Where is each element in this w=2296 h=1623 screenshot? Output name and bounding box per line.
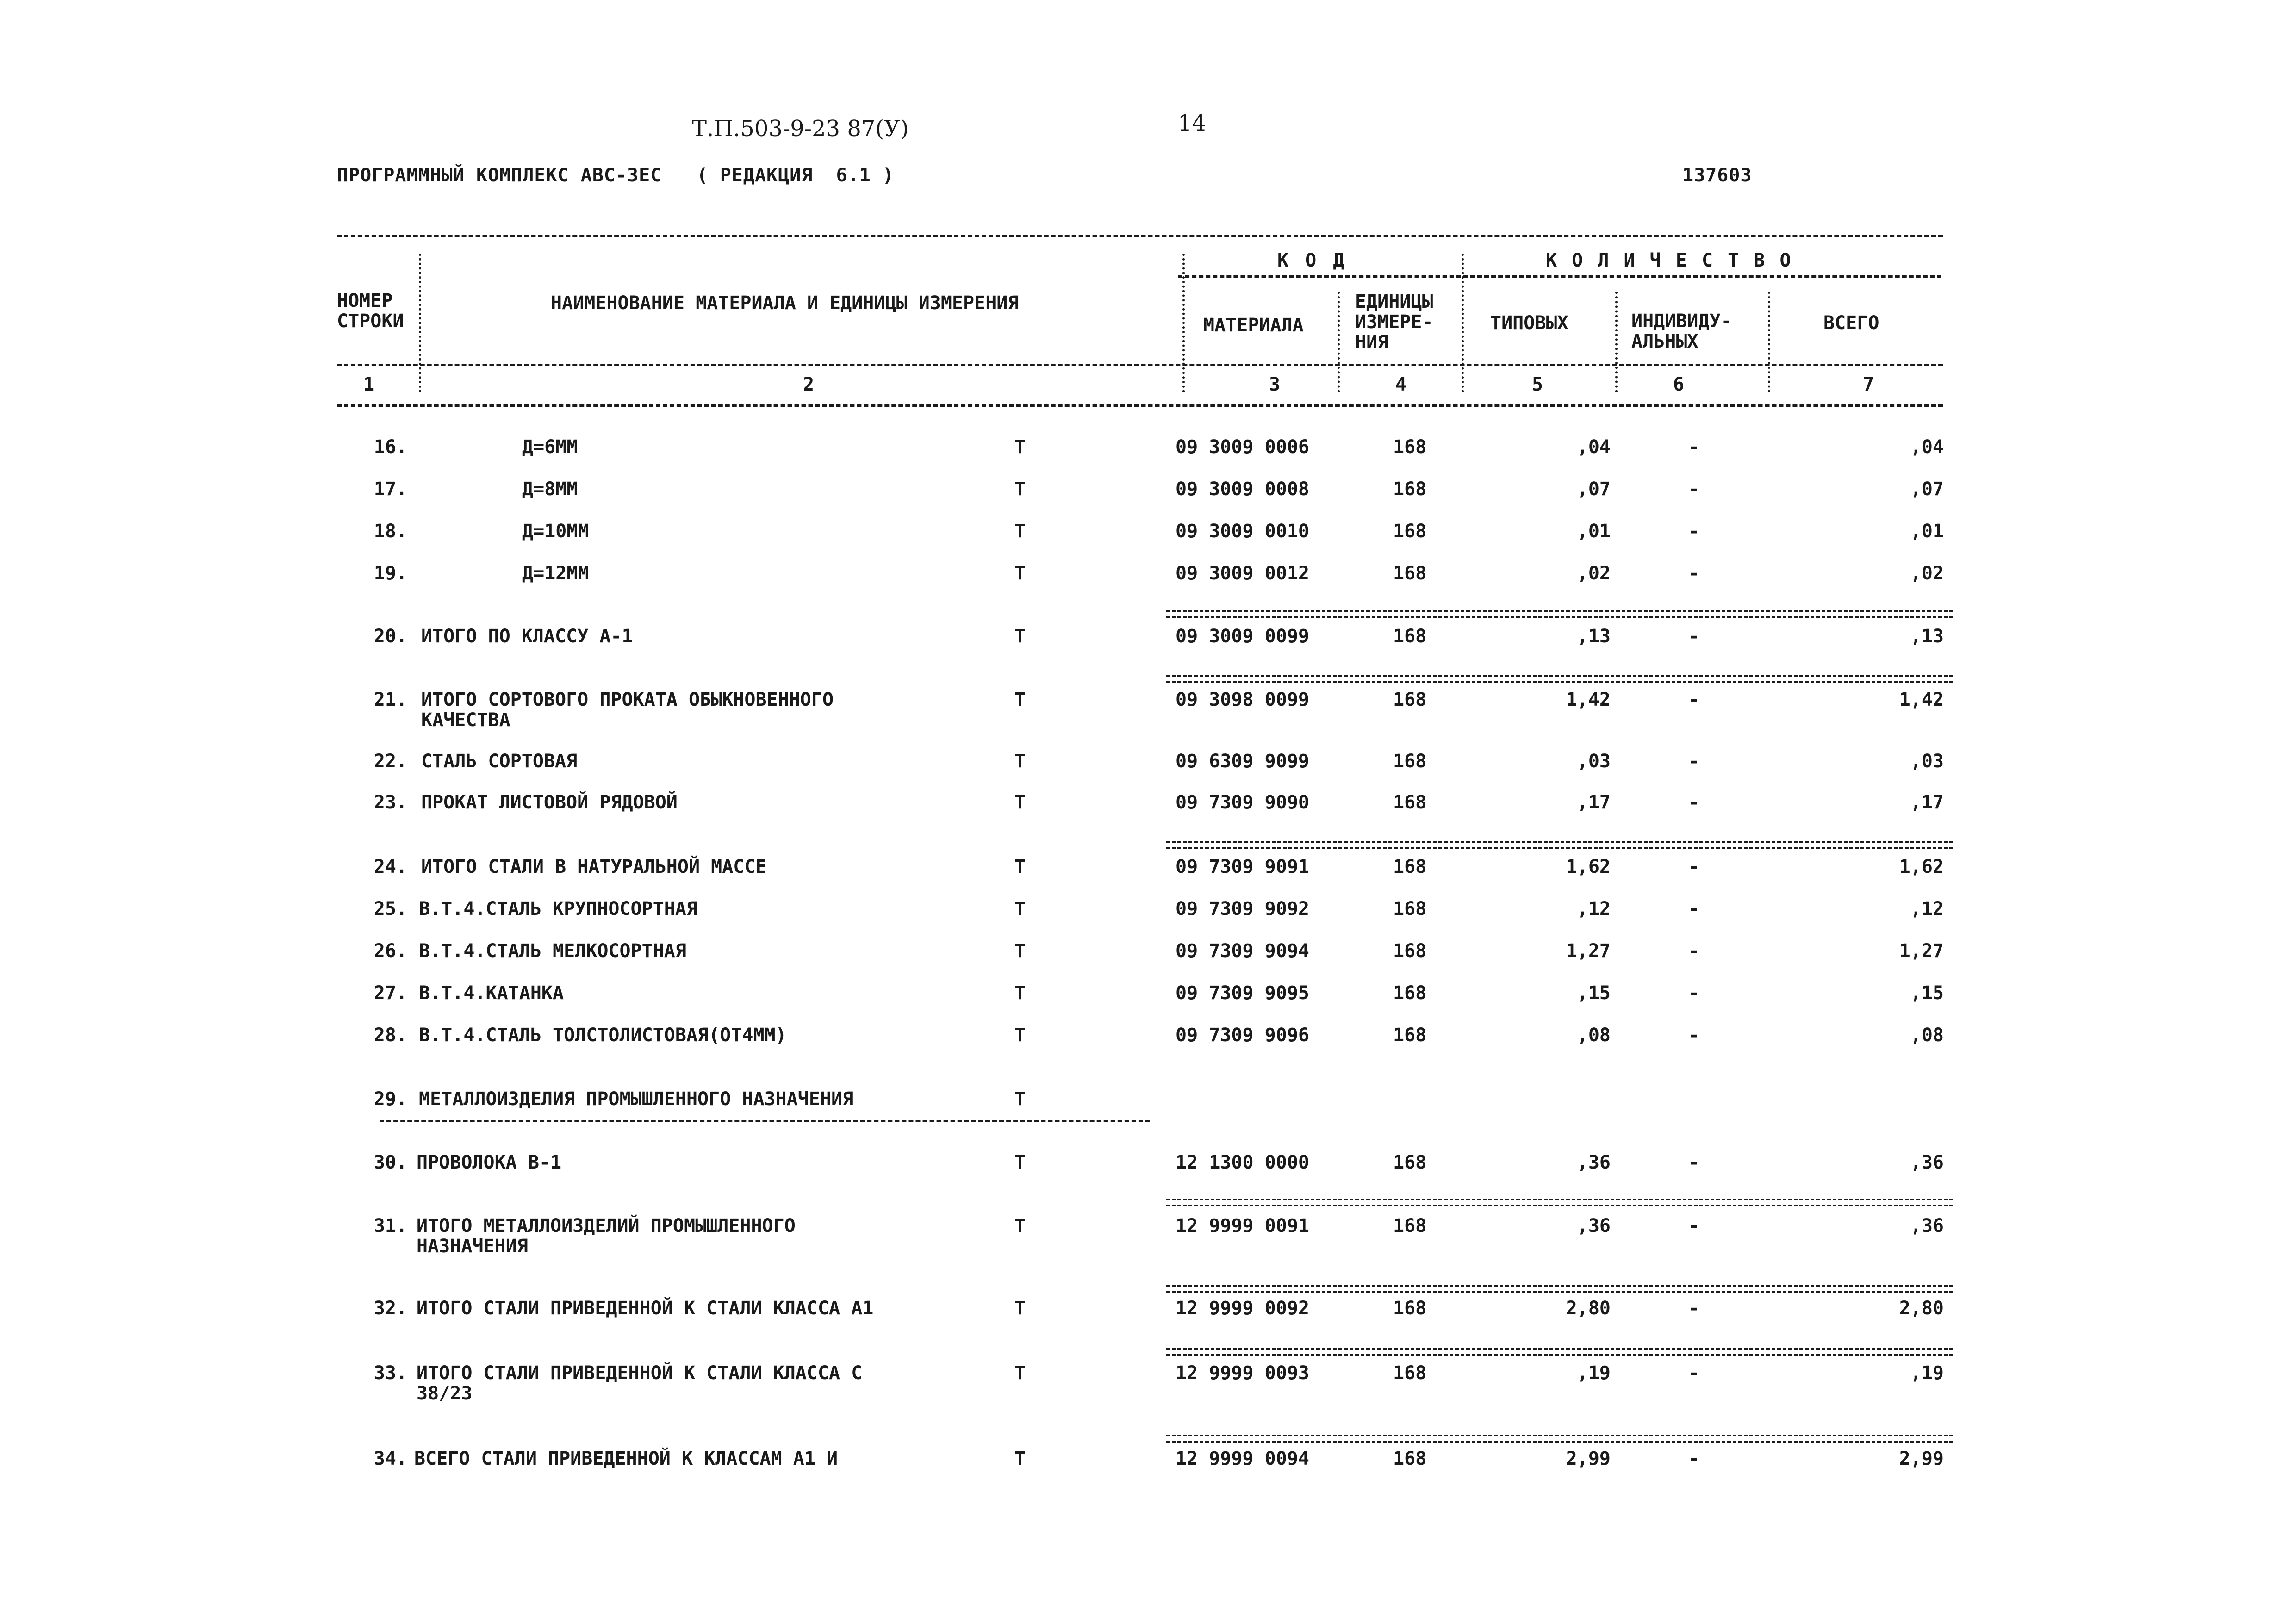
individual-quantity: -: [1688, 1215, 1700, 1237]
unit-of-measure: Т: [1014, 689, 1026, 710]
header-separator: [1182, 254, 1185, 392]
typical-quantity: ,36: [1577, 1215, 1611, 1237]
header-separator: [1338, 292, 1340, 392]
column-number: 7: [1863, 374, 1874, 395]
column-number: 2: [803, 374, 815, 395]
typical-quantity: ,01: [1577, 521, 1611, 542]
column-number: 4: [1395, 374, 1407, 395]
total-quantity: ,13: [1910, 626, 1944, 647]
typical-quantity: ,36: [1577, 1152, 1611, 1173]
total-quantity: ,19: [1910, 1362, 1944, 1384]
header-unit-code: ЕДИНИЦЫ ИЗМЕРЕ- НИЯ: [1355, 291, 1433, 353]
document-code: Т.П.503-9-23 87(У): [692, 116, 909, 142]
unit-code: 168: [1393, 751, 1427, 772]
typical-quantity: ,17: [1577, 792, 1611, 813]
row-number: 17.: [373, 479, 407, 500]
typical-quantity: ,19: [1577, 1362, 1611, 1384]
column-number: 1: [363, 374, 375, 395]
typical-quantity: ,03: [1577, 751, 1611, 772]
material-code: 09 3009 0099: [1176, 626, 1309, 647]
individual-quantity: -: [1688, 1152, 1700, 1173]
material-code: 12 9999 0094: [1176, 1448, 1309, 1469]
individual-quantity: -: [1688, 983, 1700, 1004]
typical-quantity: 2,99: [1566, 1448, 1611, 1469]
unit-of-measure: Т: [1014, 898, 1026, 920]
material-code: 09 7309 9095: [1176, 983, 1309, 1004]
unit-of-measure: Т: [1014, 479, 1026, 500]
material-name: ИТОГО МЕТАЛЛОИЗДЕЛИЙ ПРОМЫШЛЕННОГО НАЗНАЧЕНИЯ: [417, 1215, 796, 1257]
individual-quantity: -: [1688, 563, 1700, 584]
material-name: ИТОГО СТАЛИ ПРИВЕДЕННОЙ К СТАЛИ КЛАССА А1: [417, 1298, 874, 1319]
material-code: 09 7309 9091: [1176, 856, 1309, 877]
individual-quantity: -: [1688, 1448, 1700, 1469]
unit-of-measure: Т: [1014, 1448, 1026, 1469]
typical-quantity: ,15: [1577, 983, 1611, 1004]
material-name: Д=12ММ: [522, 563, 589, 584]
unit-of-measure: Т: [1014, 1215, 1026, 1237]
material-code: 09 3009 0010: [1176, 521, 1309, 542]
individual-quantity: -: [1688, 436, 1700, 458]
typical-quantity: ,07: [1577, 479, 1611, 500]
material-name: ИТОГО ПО КЛАССУ А-1: [421, 626, 633, 647]
material-name: В.Т.4.СТАЛЬ КРУПНОСОРТНАЯ: [419, 898, 698, 920]
unit-code: 168: [1393, 436, 1427, 458]
subtotal-rule: [1166, 1285, 1953, 1293]
material-code: 09 7309 9094: [1176, 940, 1309, 962]
unit-code: 168: [1393, 626, 1427, 647]
total-quantity: ,07: [1910, 479, 1944, 500]
material-code: 12 1300 0000: [1176, 1152, 1309, 1173]
total-quantity: ,02: [1910, 563, 1944, 584]
typical-quantity: 1,62: [1566, 856, 1611, 877]
unit-of-measure: Т: [1014, 563, 1026, 584]
material-name: Д=10ММ: [522, 521, 589, 542]
material-name: ПРОВОЛОКА В-1: [417, 1152, 562, 1173]
unit-code: 168: [1393, 792, 1427, 813]
material-name: ПРОКАТ ЛИСТОВОЙ РЯДОВОЙ: [421, 792, 678, 813]
row-number: 24.: [373, 856, 407, 877]
header-code: К О Д: [1277, 250, 1347, 271]
material-name: Д=8ММ: [522, 479, 578, 500]
header-separator: [1768, 292, 1770, 392]
unit-of-measure: Т: [1014, 940, 1026, 962]
column-numbers-rule: [337, 404, 1943, 407]
row-number: 28.: [373, 1025, 407, 1046]
total-quantity: 1,27: [1899, 940, 1944, 962]
row-number: 22.: [373, 751, 407, 772]
unit-code: 168: [1393, 689, 1427, 710]
individual-quantity: -: [1688, 940, 1700, 962]
total-quantity: ,15: [1910, 983, 1944, 1004]
total-quantity: ,12: [1910, 898, 1944, 920]
material-code: 09 3098 0099: [1176, 689, 1309, 710]
unit-of-measure: Т: [1014, 1298, 1026, 1319]
unit-code: 168: [1393, 983, 1427, 1004]
material-code: 09 7309 9096: [1176, 1025, 1309, 1046]
row-number: 21.: [373, 689, 407, 710]
row-number: 33.: [373, 1362, 407, 1384]
total-quantity: ,08: [1910, 1025, 1944, 1046]
typical-quantity: 1,27: [1566, 940, 1611, 962]
unit-of-measure: Т: [1014, 1025, 1026, 1046]
subtotal-rule: [1166, 675, 1953, 683]
individual-quantity: -: [1688, 856, 1700, 877]
row-number: 20.: [373, 626, 407, 647]
page-number: 14: [1178, 110, 1207, 136]
subtotal-rule: [1166, 841, 1953, 849]
typical-quantity: ,12: [1577, 898, 1611, 920]
typical-quantity: ,02: [1577, 563, 1611, 584]
unit-code: 168: [1393, 940, 1427, 962]
row-number: 25.: [373, 898, 407, 920]
unit-of-measure: Т: [1014, 856, 1026, 877]
material-code: 09 7309 9090: [1176, 792, 1309, 813]
subtotal-rule: [1166, 1199, 1953, 1206]
column-number: 5: [1532, 374, 1543, 395]
unit-of-measure: Т: [1014, 1362, 1026, 1384]
unit-of-measure: Т: [1014, 1088, 1026, 1110]
unit-code: 168: [1393, 856, 1427, 877]
material-code: 09 3009 0012: [1176, 563, 1309, 584]
material-name: Д=6ММ: [522, 436, 578, 458]
individual-quantity: -: [1688, 898, 1700, 920]
program-line: ПРОГРАММНЫЙ КОМПЛЕКС АВС-3ЕС ( РЕДАКЦИЯ 6.1 ): [337, 165, 894, 186]
typical-quantity: ,08: [1577, 1025, 1611, 1046]
unit-code: 168: [1393, 1298, 1427, 1319]
table-top-rule: [337, 235, 1943, 237]
typical-quantity: 2,80: [1566, 1298, 1611, 1319]
material-code: 12 9999 0091: [1176, 1215, 1309, 1237]
individual-quantity: -: [1688, 1362, 1700, 1384]
unit-of-measure: Т: [1014, 1152, 1026, 1173]
row-number: 18.: [373, 521, 407, 542]
row-number: 32.: [373, 1298, 407, 1319]
unit-code: 168: [1393, 1152, 1427, 1173]
row-number: 30.: [373, 1152, 407, 1173]
row-number: 19.: [373, 563, 407, 584]
total-quantity: 2,80: [1899, 1298, 1944, 1319]
unit-of-measure: Т: [1014, 751, 1026, 772]
row-number: 16.: [373, 436, 407, 458]
total-quantity: 1,62: [1899, 856, 1944, 877]
section-underline: [380, 1120, 1150, 1122]
unit-code: 168: [1393, 479, 1427, 500]
unit-code: 168: [1393, 1025, 1427, 1046]
individual-quantity: -: [1688, 521, 1700, 542]
header-line-number: НОМЕР СТРОКИ: [337, 290, 404, 332]
material-name: ВСЕГО СТАЛИ ПРИВЕДЕННОЙ К КЛАССАМ А1 И: [414, 1448, 838, 1469]
material-name: В.Т.4.КАТАНКА: [419, 983, 564, 1004]
header-material-code: МАТЕРИАЛА: [1203, 315, 1304, 336]
row-number: 34.: [373, 1448, 407, 1469]
unit-code: 168: [1393, 1448, 1427, 1469]
total-quantity: ,03: [1910, 751, 1944, 772]
total-quantity: ,01: [1910, 521, 1944, 542]
unit-of-measure: Т: [1014, 436, 1026, 458]
unit-of-measure: Т: [1014, 983, 1026, 1004]
material-code: 12 9999 0093: [1176, 1362, 1309, 1384]
unit-of-measure: Т: [1014, 792, 1026, 813]
material-name: В.Т.4.СТАЛЬ ТОЛСТОЛИСТОВАЯ(ОТ4ММ): [419, 1025, 787, 1046]
unit-code: 168: [1393, 563, 1427, 584]
header-material-name: НАИМЕНОВАНИЕ МАТЕРИАЛА И ЕДИНИЦЫ ИЗМЕРЕНИЯ: [551, 292, 1019, 314]
header-separator: [1615, 292, 1618, 392]
material-code: 12 9999 0092: [1176, 1298, 1309, 1319]
unit-code: 168: [1393, 1215, 1427, 1237]
row-number: 31.: [373, 1215, 407, 1237]
unit-code: 168: [1393, 898, 1427, 920]
header-individual: ИНДИВИДУ- АЛЬНЫХ: [1631, 311, 1732, 352]
total-quantity: ,17: [1910, 792, 1944, 813]
material-code: 09 6309 9099: [1176, 751, 1309, 772]
material-code: 09 3009 0006: [1176, 436, 1309, 458]
individual-quantity: -: [1688, 626, 1700, 647]
material-name: ИТОГО СТАЛИ В НАТУРАЛЬНОЙ МАССЕ: [421, 856, 767, 877]
unit-code: 168: [1393, 1362, 1427, 1384]
material-name: В.Т.4.СТАЛЬ МЕЛКОСОРТНАЯ: [419, 940, 686, 962]
unit-of-measure: Т: [1014, 521, 1026, 542]
header-bottom-rule: [337, 364, 1943, 366]
material-name: ИТОГО СОРТОВОГО ПРОКАТА ОБЫКНОВЕННОГО КАЧЕСТВА: [421, 689, 834, 731]
row-number: 23.: [373, 792, 407, 813]
code-group-rule: [1178, 275, 1941, 278]
header-separator: [419, 254, 421, 392]
subtotal-rule: [1166, 610, 1953, 618]
unit-code: 168: [1393, 521, 1427, 542]
total-quantity: ,36: [1910, 1215, 1944, 1237]
row-number: 29.: [373, 1088, 407, 1110]
total-quantity: 1,42: [1899, 689, 1944, 710]
header-total: ВСЕГО: [1823, 312, 1879, 334]
column-number: 6: [1673, 374, 1685, 395]
row-number: 27.: [373, 983, 407, 1004]
material-code: 09 3009 0008: [1176, 479, 1309, 500]
individual-quantity: -: [1688, 751, 1700, 772]
typical-quantity: 1,42: [1566, 689, 1611, 710]
unit-of-measure: Т: [1014, 626, 1026, 647]
subtotal-rule: [1166, 1348, 1953, 1356]
header-typical: ТИПОВЫХ: [1490, 312, 1568, 334]
individual-quantity: -: [1688, 689, 1700, 710]
total-quantity: 2,99: [1899, 1448, 1944, 1469]
header-separator: [1462, 254, 1464, 392]
material-name: СТАЛЬ СОРТОВАЯ: [421, 751, 578, 772]
material-name: ИТОГО СТАЛИ ПРИВЕДЕННОЙ К СТАЛИ КЛАССА С 38/23: [417, 1362, 863, 1404]
total-quantity: ,36: [1910, 1152, 1944, 1173]
individual-quantity: -: [1688, 792, 1700, 813]
individual-quantity: -: [1688, 1025, 1700, 1046]
column-number: 3: [1269, 374, 1281, 395]
row-number: 26.: [373, 940, 407, 962]
header-quantity: К О Л И Ч Е С Т В О: [1546, 250, 1793, 271]
total-quantity: ,04: [1910, 436, 1944, 458]
individual-quantity: -: [1688, 479, 1700, 500]
document-number: 137603: [1682, 165, 1752, 186]
individual-quantity: -: [1688, 1298, 1700, 1319]
typical-quantity: ,04: [1577, 436, 1611, 458]
material-code: 09 7309 9092: [1176, 898, 1309, 920]
material-name: МЕТАЛЛОИЗДЕЛИЯ ПРОМЫШЛЕННОГО НАЗНАЧЕНИЯ: [419, 1088, 854, 1110]
subtotal-rule: [1166, 1435, 1953, 1443]
typical-quantity: ,13: [1577, 626, 1611, 647]
